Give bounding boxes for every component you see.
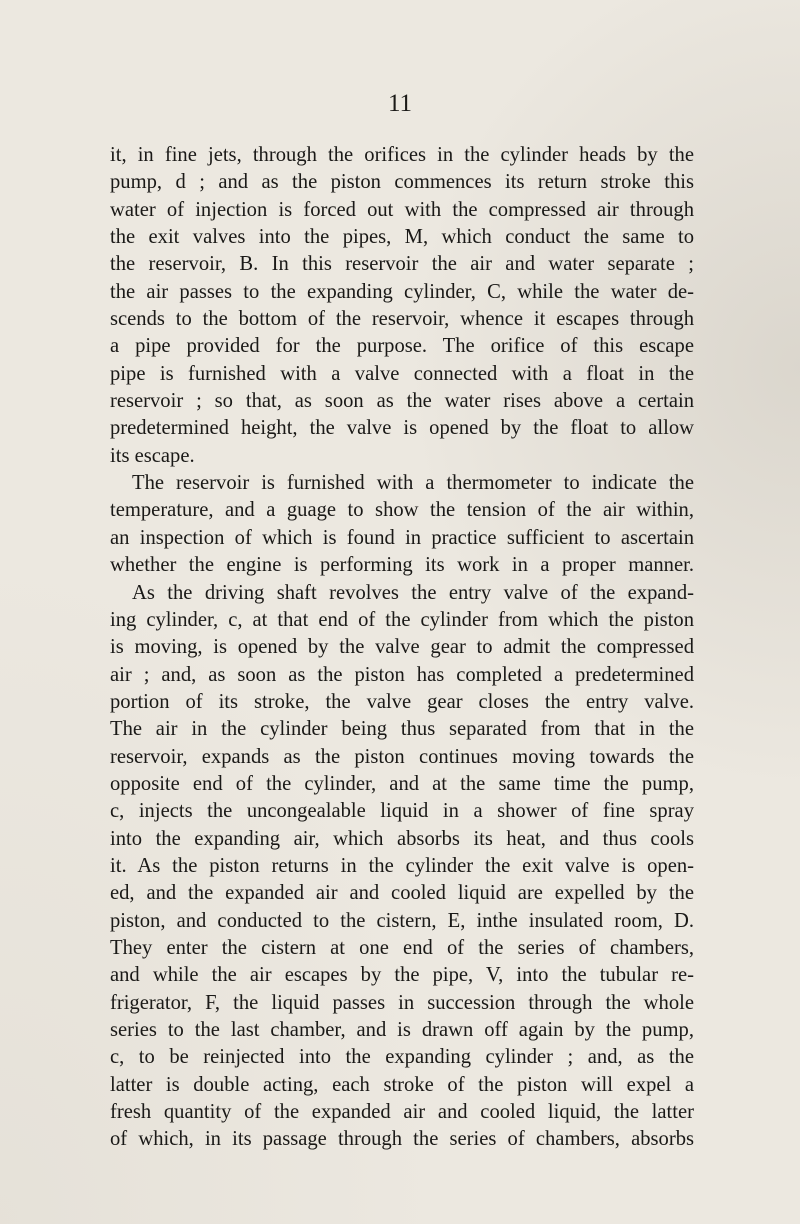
text-line: into the expanding air, which absorbs its heat, and thus cools — [110, 827, 694, 850]
text-line: an inspection of which is found in practice sufficient to ascertain — [110, 526, 694, 549]
text-line: As the driving shaft revolves the entry valve of the expand- — [132, 581, 694, 604]
text-line: it, in fine jets, through the orifices in the cylinder heads by the — [110, 144, 694, 166]
text-line: The air in the cylinder being thus separated from that in the — [110, 718, 694, 741]
text-line: predetermined height, the valve is opened by the float to allow — [110, 417, 694, 440]
text-line: c, to be reinjected into the expanding cylinder ; and, as the — [110, 1046, 694, 1069]
text-line: ed, and the expanded air and cooled liquid are expelled by the — [110, 882, 694, 905]
text-line: frigerator, F, the liquid passes in succession through the whole — [110, 991, 694, 1014]
page-number: 11 — [387, 90, 413, 117]
text-line: They enter the cistern at one end of the series of chambers, — [110, 936, 694, 959]
text-line: latter is double acting, each stroke of the piston will expel a — [110, 1073, 694, 1096]
text-line: reservoir, expands as the piston continues moving towards the — [110, 745, 694, 768]
text-line: series to the last chamber, and is drawn off again by the pump, — [110, 1019, 694, 1041]
text-line: its escape. — [110, 444, 195, 467]
text-line: fresh quantity of the expanded air and cooled liquid, the latter — [110, 1101, 694, 1124]
text-line: temperature, and a guage to show the tension of the air within, — [110, 499, 694, 522]
text-line: the exit valves into the pipes, M, which conduct the same to — [110, 226, 694, 249]
text-line: The reservoir is furnished with a thermometer to indicate the — [132, 472, 694, 495]
text-line: of which, in its passage through the series of chambers, absorbs — [110, 1128, 694, 1151]
text-line: opposite end of the cylinder, and at the same time the pump, — [110, 772, 694, 795]
text-line: it. As the piston returns in the cylinder the exit valve is open- — [110, 854, 694, 877]
text-line: scends to the bottom of the reservoir, whence it escapes through — [110, 308, 694, 331]
text-line: c, injects the uncongealable liquid in a shower of fine spray — [110, 800, 694, 823]
text-line: pump, d ; and as the piston commences its return stroke this — [110, 171, 694, 194]
text-line: is moving, is opened by the valve gear to admit the compressed — [110, 636, 694, 659]
text-line: the reservoir, B. In this reservoir the air and water separate ; — [110, 253, 694, 276]
text-line: whether the engine is performing its work in a proper manner. — [110, 554, 694, 577]
text-line: air ; and, as soon as the piston has completed a predetermined — [110, 663, 694, 686]
text-line: ing cylinder, c, at that end of the cylinder from which the piston — [110, 608, 694, 631]
text-line: and while the air escapes by the pipe, V, into the tubular re- — [110, 964, 694, 987]
text-line: the air passes to the expanding cylinder, C, while the water de- — [110, 280, 694, 303]
text-line: reservoir ; so that, as soon as the water rises above a certain — [110, 390, 694, 413]
text-line: pipe is furnished with a valve connected with a float in the — [110, 362, 694, 385]
text-line: a pipe provided for the purpose. The orifice of this escape — [110, 335, 694, 358]
text-line: portion of its stroke, the valve gear closes the entry valve. — [110, 690, 694, 713]
body-text — [110, 142, 694, 1154]
text-line: water of injection is forced out with the compressed air through — [110, 198, 694, 221]
text-line: piston, and conducted to the cistern, E, inthe insulated room, D. — [110, 909, 694, 932]
